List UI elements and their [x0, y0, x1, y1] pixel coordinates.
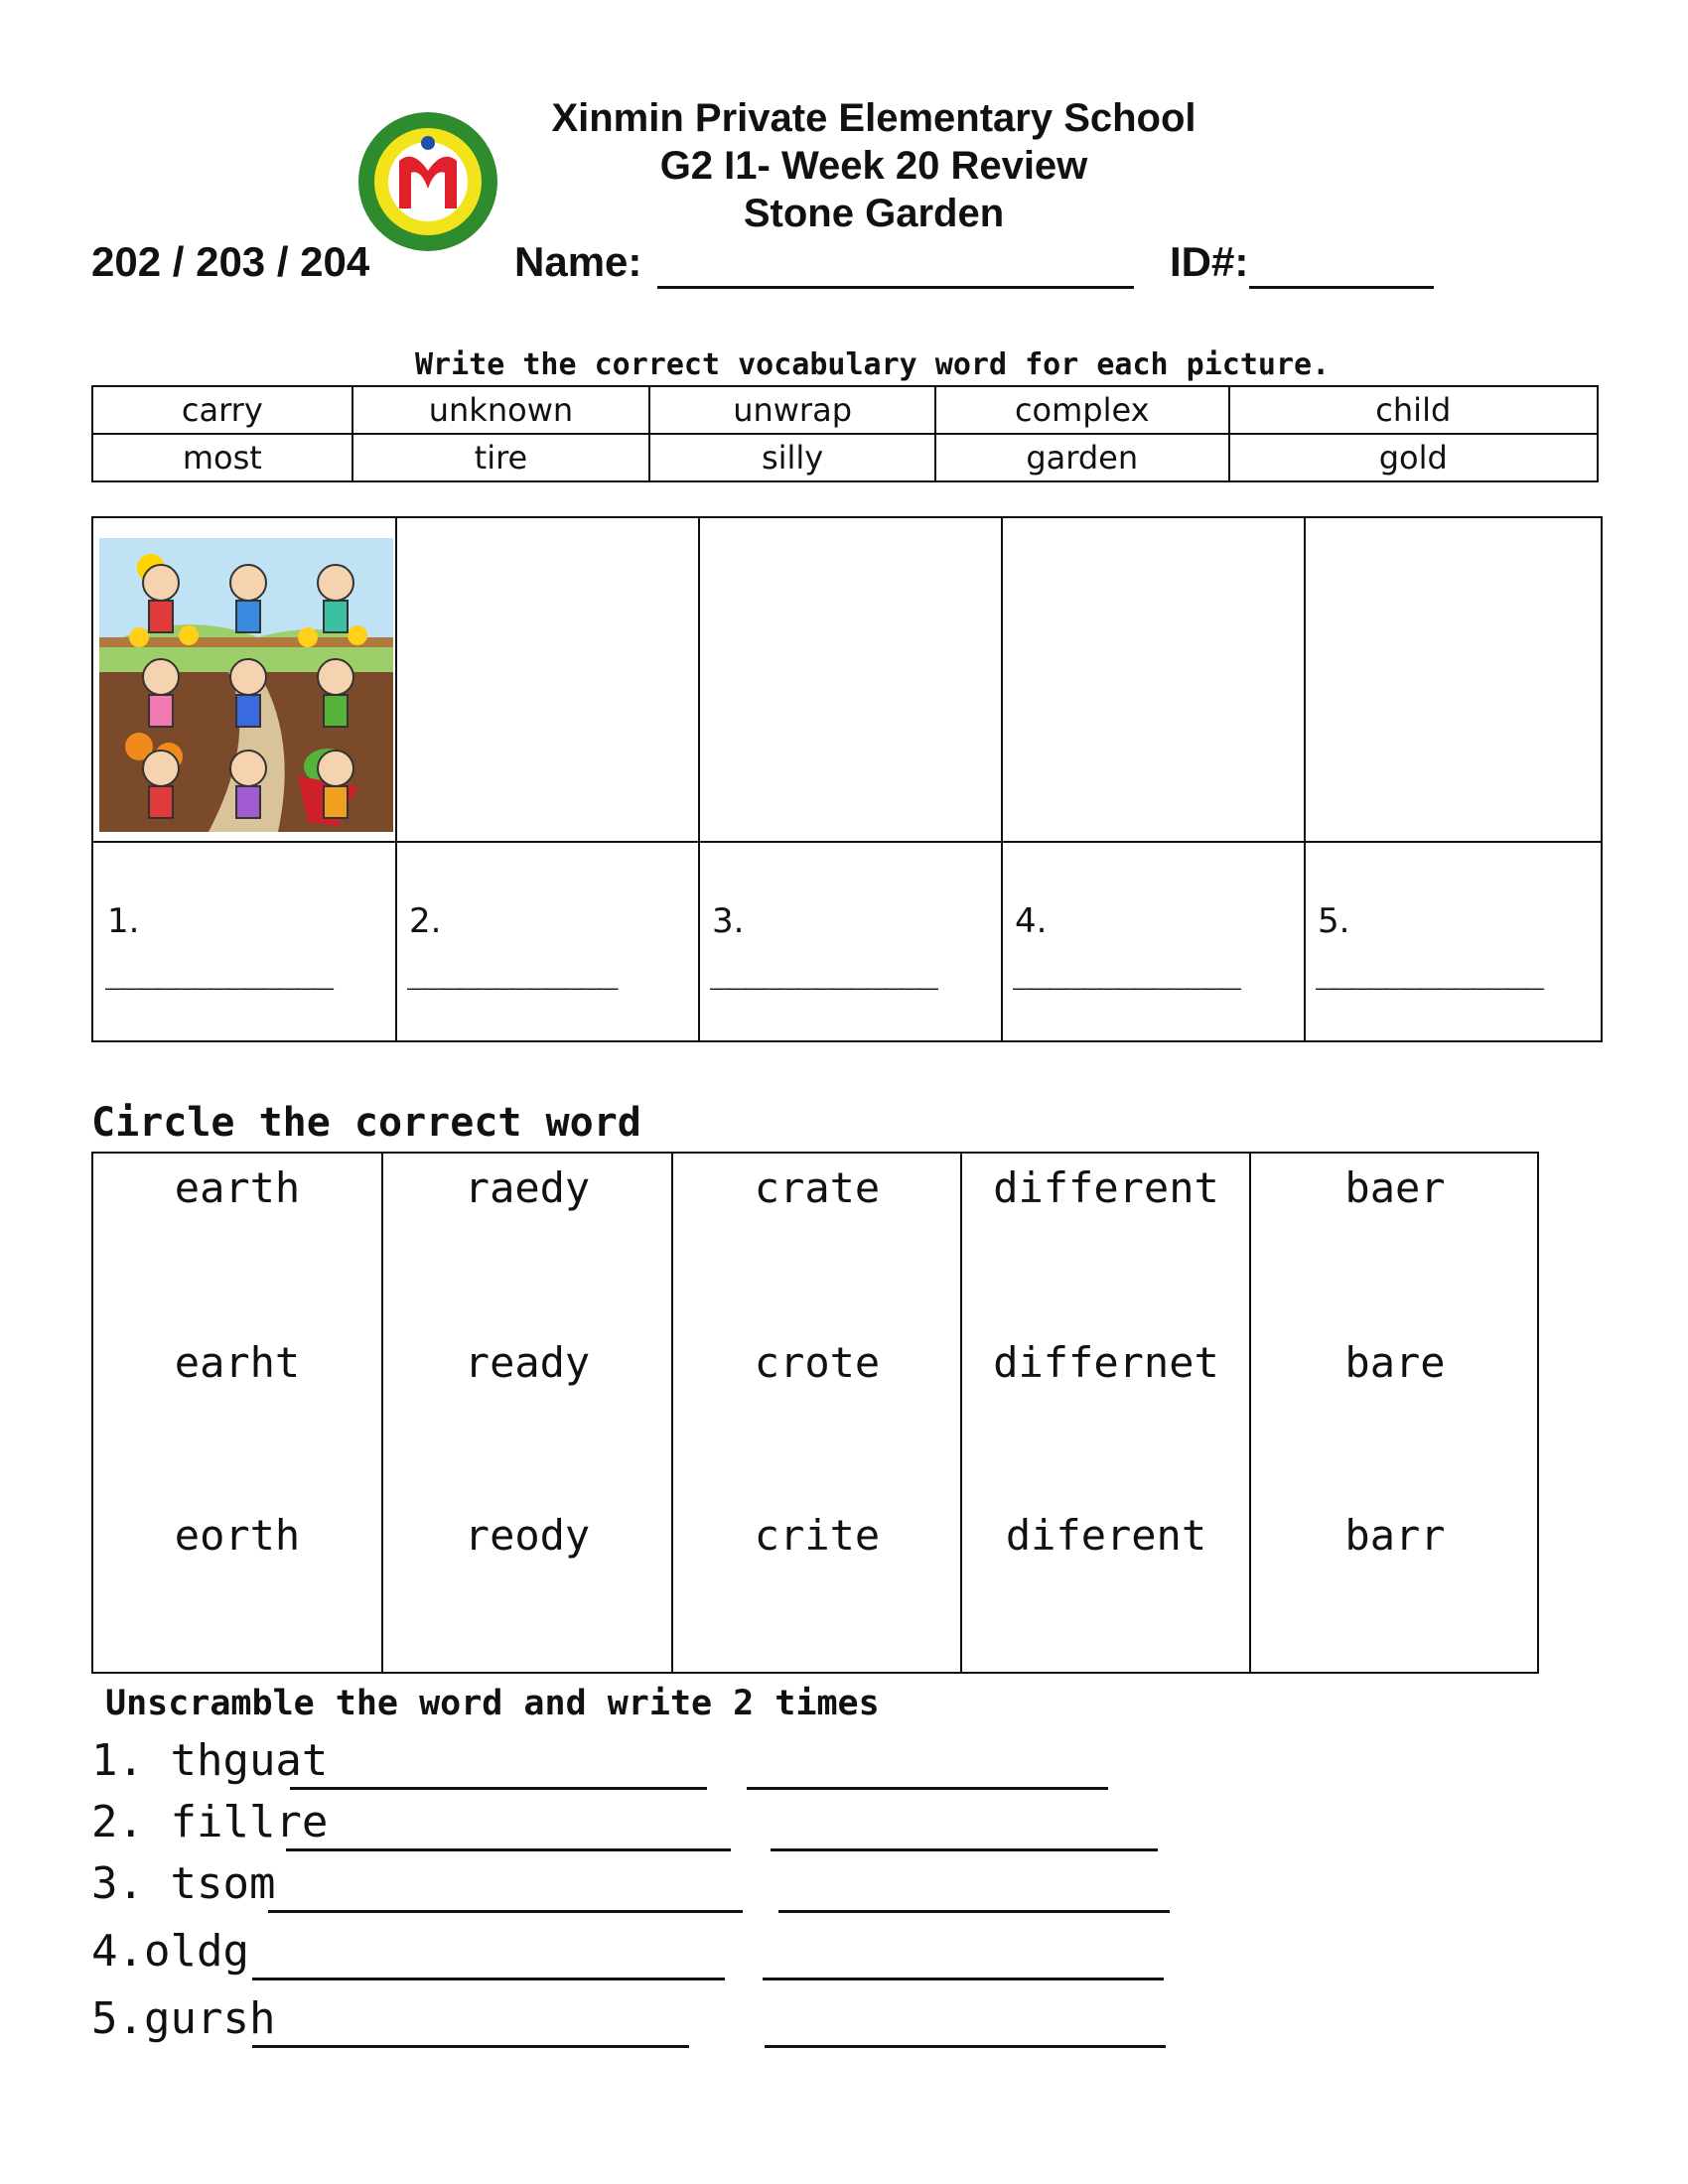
word-choice[interactable]: baer	[1344, 1163, 1446, 1212]
grid-divider	[671, 1154, 673, 1672]
answer-line[interactable]	[765, 2045, 1166, 2048]
unscramble-item: 4.oldg	[91, 1926, 249, 1977]
answer-line[interactable]	[747, 1787, 1108, 1790]
word-choice[interactable]: reody	[464, 1511, 591, 1560]
answer-blank[interactable]: _____________	[1013, 951, 1239, 991]
answer-line[interactable]	[763, 1978, 1164, 1980]
word-choice[interactable]: differnet	[993, 1338, 1219, 1387]
circle-heading: Circle the correct word	[91, 1100, 641, 1146]
answer-line[interactable]	[778, 1910, 1170, 1913]
id-field[interactable]	[1249, 286, 1434, 289]
picture-grid	[91, 516, 1603, 1042]
grid-divider	[698, 518, 700, 1040]
word-bank-item: tire	[352, 434, 650, 481]
word-bank-item: silly	[649, 434, 935, 481]
word-choice[interactable]: barr	[1344, 1511, 1446, 1560]
grid-divider	[381, 1154, 383, 1672]
picture-number: 4.	[1015, 901, 1048, 941]
grid-divider	[1304, 518, 1306, 1040]
word-choice[interactable]: different	[993, 1163, 1219, 1212]
word-bank-item: unknown	[352, 386, 650, 434]
grid-divider	[1249, 1154, 1251, 1672]
unit-title: Stone Garden	[743, 192, 1005, 235]
answer-line[interactable]	[252, 2045, 689, 2048]
grid-divider	[1001, 518, 1003, 1040]
word-bank-item: most	[92, 434, 352, 481]
id-label: ID#:	[1170, 238, 1249, 285]
picture-number: 3.	[712, 901, 745, 941]
word-choice[interactable]: earth	[174, 1163, 301, 1212]
word-bank-item: complex	[935, 386, 1229, 434]
course-title: G2 I1- Week 20 Review	[659, 144, 1088, 188]
word-choice[interactable]: earht	[174, 1338, 301, 1387]
word-choice[interactable]: crote	[754, 1338, 881, 1387]
grid-divider	[395, 518, 397, 1040]
unscramble-item: 1. thguat	[91, 1735, 329, 1786]
word-choice[interactable]: diferent	[1005, 1511, 1207, 1560]
picture-number: 2.	[409, 901, 442, 941]
answer-line[interactable]	[268, 1910, 743, 1913]
vocab-instruction: Write the correct vocabulary word for each picture.	[415, 347, 1331, 382]
word-choice[interactable]: bare	[1344, 1338, 1446, 1387]
picture-number: 1.	[107, 901, 140, 941]
grid-divider	[93, 841, 1601, 843]
class-numbers: 202 / 203 / 204	[91, 238, 370, 285]
circle-grid	[91, 1152, 1539, 1674]
unscramble-item: 3. tsom	[91, 1858, 276, 1909]
unscramble-heading: Unscramble the word and write 2 times	[105, 1684, 880, 1723]
word-bank-item: garden	[935, 434, 1229, 481]
answer-line[interactable]	[290, 1787, 707, 1790]
answer-line[interactable]	[771, 1848, 1158, 1851]
answer-blank[interactable]: _____________	[105, 951, 332, 991]
answer-blank[interactable]: _____________	[1316, 951, 1542, 991]
grid-divider	[960, 1154, 962, 1672]
word-bank-item: child	[1229, 386, 1598, 434]
word-choice[interactable]: crite	[754, 1511, 881, 1560]
answer-blank[interactable]: ____________	[407, 951, 616, 991]
word-bank	[91, 385, 1599, 482]
unscramble-item: 5.gursh	[91, 1993, 276, 2044]
picture-number: 5.	[1318, 901, 1350, 941]
answer-line[interactable]	[286, 1848, 731, 1851]
group-of-children-icon	[101, 538, 395, 832]
name-label: Name:	[514, 238, 642, 285]
word-choice[interactable]: crate	[754, 1163, 881, 1212]
word-bank-item: carry	[92, 386, 352, 434]
word-choice[interactable]: eorth	[174, 1511, 301, 1560]
answer-blank[interactable]: _____________	[710, 951, 936, 991]
word-bank-item: gold	[1229, 434, 1598, 481]
word-bank-item: unwrap	[649, 386, 935, 434]
answer-line[interactable]	[252, 1978, 725, 1980]
school-name: Xinmin Private Elementary School	[551, 96, 1196, 140]
unscramble-item: 2. fillre	[91, 1797, 329, 1847]
word-choice[interactable]: raedy	[464, 1163, 591, 1212]
name-field[interactable]	[657, 286, 1134, 289]
word-choice[interactable]: ready	[464, 1338, 591, 1387]
